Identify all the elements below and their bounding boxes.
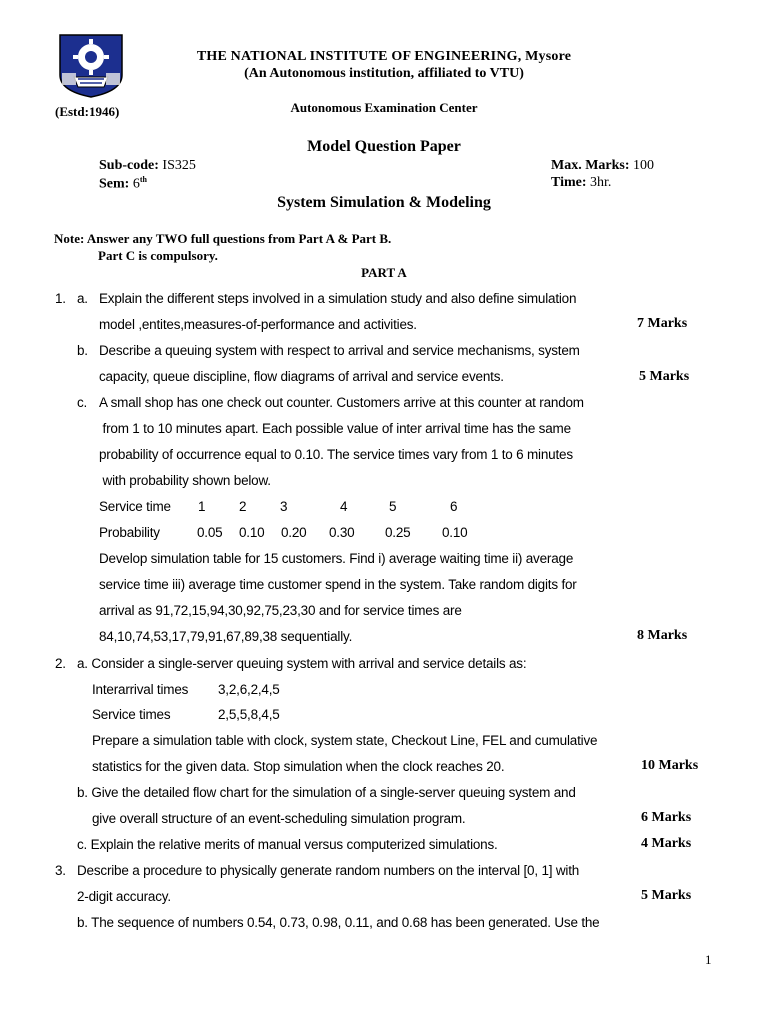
- question-text: A small shop has one check out counter. Customers arrive at this counter at random: [99, 395, 584, 410]
- marks-label: 7 Marks: [637, 316, 688, 331]
- subject-title: System Simulation & Modeling: [277, 194, 491, 211]
- max-marks: [551, 158, 654, 174]
- question-text: Explain the different steps involved in a simulation study and also define simulation: [99, 291, 577, 306]
- note-line-2: Part C is compulsory.: [98, 248, 218, 263]
- exam-time: [551, 175, 611, 191]
- established-year: (Estd:1946): [55, 104, 120, 119]
- marks-label: 8 Marks: [637, 628, 688, 643]
- table-cell: 2: [239, 499, 247, 514]
- question-text: 2-digit accuracy.: [77, 889, 171, 904]
- table-cell: 1: [198, 499, 206, 514]
- question-number: 2.: [55, 656, 66, 671]
- table-cell: 0.25: [385, 525, 411, 540]
- table-cell: 0.05: [197, 525, 223, 540]
- subject-code-value: IS325: [162, 158, 196, 173]
- question-number: 3.: [55, 863, 66, 878]
- marks-label: 5 Marks: [639, 369, 690, 384]
- part-a-heading: PART A: [361, 265, 407, 280]
- page-number: 1: [705, 952, 712, 967]
- table-row-label: Service time: [99, 499, 171, 514]
- question-text: arrival as 91,72,15,94,30,92,75,23,30 and for service times are: [99, 603, 462, 618]
- question-text: probability of occurrence equal to 0.10. The service times vary from 1 to 6 minutes: [99, 447, 573, 462]
- question-text: model ,entites,measures-of-performance and activities.: [99, 317, 417, 332]
- paper-title: Model Question Paper: [307, 138, 461, 155]
- question-text: b. The sequence of numbers 0.54, 0.73, 0.98, 0.11, and 0.68 has been generated. Use the: [77, 915, 600, 930]
- table-cell: 5: [389, 499, 397, 514]
- institute-logo: [56, 31, 126, 99]
- semester: [99, 175, 147, 193]
- marks-label: 6 Marks: [641, 810, 692, 825]
- question-text: service time iii) average time customer spend in the system. Take random digits for: [99, 577, 577, 592]
- question-text: from 1 to 10 minutes apart. Each possible value of inter arrival time has the same: [99, 421, 571, 436]
- question-text: Describe a procedure to physically generate random numbers on the interval [0, 1] with: [77, 863, 580, 878]
- question-text: Prepare a simulation table with clock, system state, Checkout Line, FEL and cumulative: [92, 733, 598, 748]
- institute-name: THE NATIONAL INSTITUTE OF ENGINEERING, Mysore: [196, 49, 572, 64]
- question-text: c. Explain the relative merits of manual versus computerized simulations.: [77, 837, 498, 852]
- table-cell: 0.10: [239, 525, 265, 540]
- semester-label: Sem:: [99, 176, 130, 192]
- data-value: 3,2,6,2,4,5: [218, 682, 280, 697]
- max-marks-value: 100: [633, 158, 655, 173]
- table-cell: 4: [340, 499, 348, 514]
- subject-code: [99, 158, 196, 174]
- semester-suffix: th: [139, 175, 147, 184]
- sub-question-label: c.: [77, 395, 88, 410]
- table-cell: 3: [280, 499, 288, 514]
- institute-affiliation: (An Autonomous institution, affiliated to VTU): [244, 66, 524, 81]
- question-number: 1.: [55, 291, 66, 306]
- max-marks-label: Max. Marks:: [551, 158, 630, 173]
- table-row-label: Probability: [99, 525, 160, 540]
- question-text: 84,10,74,53,17,79,91,67,89,38 sequentially.: [99, 629, 353, 644]
- time-value: 3hr.: [590, 175, 612, 190]
- question-text: statistics for the given data. Stop simulation when the clock reaches 20.: [92, 759, 505, 774]
- data-label: Interarrival times: [92, 682, 189, 697]
- question-text: with probability shown below.: [99, 473, 271, 488]
- marks-label: 10 Marks: [641, 758, 699, 773]
- marks-label: 5 Marks: [641, 888, 692, 903]
- table-cell: 0.10: [442, 525, 468, 540]
- exam-center: Autonomous Examination Center: [290, 100, 478, 115]
- question-text: capacity, queue discipline, flow diagrams of arrival and service events.: [99, 369, 504, 384]
- question-text: Describe a queuing system with respect to arrival and service mechanisms, system: [99, 343, 580, 358]
- note-line-1: Note: Answer any TWO full questions from Part A & Part B.: [54, 231, 392, 246]
- question-text: give overall structure of an event-scheduling simulation program.: [92, 811, 466, 826]
- sub-question-label: a.: [77, 291, 88, 306]
- question-text: b. Give the detailed flow chart for the simulation of a single-server queuing system and: [77, 785, 576, 800]
- table-cell: 6: [450, 499, 458, 514]
- sub-question-label: b.: [77, 343, 88, 358]
- data-value: 2,5,5,8,4,5: [218, 707, 280, 722]
- table-cell: 0.30: [329, 525, 355, 540]
- question-text: a. Consider a single-server queuing system with arrival and service details as:: [77, 656, 527, 671]
- table-cell: 0.20: [281, 525, 307, 540]
- marks-label: 4 Marks: [641, 836, 692, 851]
- data-label: Service times: [92, 707, 171, 722]
- question-text: Develop simulation table for 15 customers. Find i) average waiting time ii) average: [99, 551, 574, 566]
- semester-value: 6: [132, 176, 140, 192]
- subject-code-label: Sub-code:: [99, 158, 159, 173]
- time-label: Time:: [551, 175, 587, 190]
